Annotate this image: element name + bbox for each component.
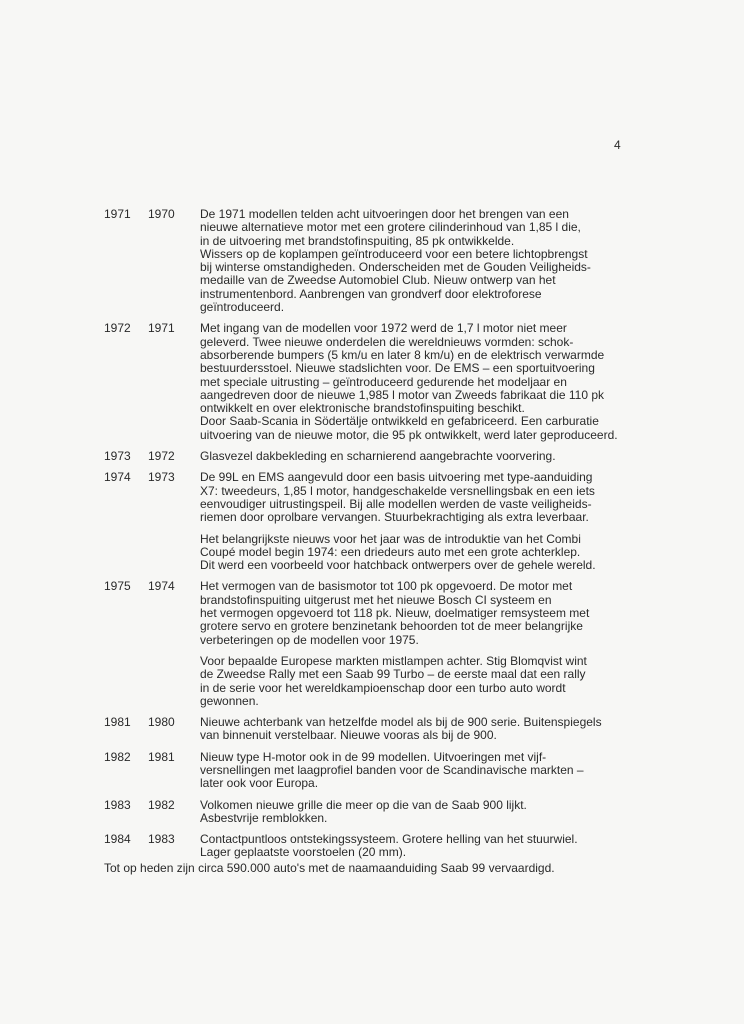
model-year: 1972 [104, 321, 131, 336]
entry-text [200, 799, 644, 826]
entry-paragraph: Het vermogen van de basismotor tot 100 pk opgevoerd. De motor met brandstofinspuiting uitgerust met het nieuwe Bosch CI systeem en het vermogen opgevoerd tot 118 pk. Nieuw, doelmatiger remsysteem met grotere servo en grotere benzinetank behoorden tot de meer belangrijke verbeteringen op de modellen voor 1975. [200, 579, 590, 647]
model-year: 1982 [104, 749, 131, 764]
page-number: 4 [614, 138, 621, 152]
entry-text [200, 450, 644, 463]
introduction-year: 1970 [148, 207, 175, 221]
closing-statement: Tot op heden zijn circa 590.000 auto's met de naamaanduiding Saab 99 vervaardigd. [104, 860, 555, 875]
timeline-entry [104, 833, 644, 860]
timeline-entry [104, 716, 644, 743]
entry-paragraph: De 1971 modellen telden acht uitvoeringen door het brengen van een nieuwe alternatieve motor met een grotere cilinderinhoud van 1,85 l die, in de uitvoering met brandstofinspuiting, 85 pk ontwikkelde. Wissers op de koplampen geïntroduceerd voor een betere lichtopbrengst bij winterse omstandigheden. Onderscheiden met de Gouden Veiligheids- medaille van de Zweedse Automobiel Club. Nieuw ontwerp van het instrumentenbord. Aanbrengen van grondverf door elektroforese geïntroduceerd. [200, 207, 591, 315]
model-year: 1973 [104, 449, 131, 464]
timeline-entry [104, 471, 644, 572]
entry-paragraph: Contactpuntloos ontstekingssysteem. Grotere helling van het stuurwiel. Lager geplaatste voorstoelen (20 mm). [200, 832, 578, 860]
entry-text [200, 751, 644, 791]
entry-text [200, 208, 644, 314]
entry-text [200, 580, 644, 708]
introduction-year: 1983 [148, 832, 175, 847]
model-year: 1983 [104, 797, 131, 812]
introduction-year: 1981 [148, 749, 175, 764]
entry-paragraph: Nieuwe achterbank van hetzelfde model als bij de 900 serie. Buitenspiegels van binnenuit verstelbaar. Nieuwe vooras als bij de 900. [200, 715, 602, 743]
entry-paragraph: Het belangrijkste nieuws voor het jaar was de introduktie van het Combi Coupé model begin 1974: een driedeurs auto met een grote achterklep. Dit werd een voorbeeld voor hatchback ontwerpers over de gehele wereld. [200, 531, 596, 573]
entry-text [200, 471, 644, 572]
entry-paragraph: Met ingang van de modellen voor 1972 werd de 1,7 l motor niet meer geleverd. Twee nieuwe onderdelen die wereldnieuws vormden: schok- absorberende bumpers (5 km/u en later 8 km/u) en de elektrisch verwarmde bestuurdersstoel. Nieuwe stadslichten voor. De EMS – een sportuitvoering met speciale uitrusting – geïntroduceerd gedurende het modeljaar en aangedreven door de nieuwe 1,985 l motor van Zweeds fabrikaat die 110 pk ontwikkelt en over elektronische brandstofinspuiting beschikt. Door Saab-Scania in Södertälje ontwikkeld en gefabriceerd. Een carburatie uitvoering van de nieuwe motor, die 95 pk ontwikkelt, werd later geproduceerd. [200, 321, 618, 442]
entry-paragraph: Glasvezel dakbekleding en scharnierend aangebrachte voorvering. [200, 449, 556, 464]
entry-paragraph: Volkomen nieuwe grille die meer op die van de Saab 900 lijkt. Asbestvrije remblokken. [200, 797, 527, 825]
timeline-entry [104, 208, 644, 314]
entry-text [200, 322, 644, 442]
model-year: 1975 [104, 579, 131, 594]
entry-paragraph: Voor bepaalde Europese markten mistlampen achter. Stig Blomqvist wint de Zweedse Rally met een Saab 99 Turbo – de eerste maal dat een rally in de serie voor het wereldkampioenschap door een turbo auto wordt gewonnen. [200, 653, 587, 708]
timeline-entry [104, 322, 644, 442]
entry-paragraph: Nieuw type H-motor ook in de 99 modellen. Uitvoeringen met vijf- versnellingen met laagprofiel banden voor de Scandinavische markten – later ook voor Europa. [200, 749, 584, 791]
timeline-entry [104, 450, 644, 463]
entry-text [200, 716, 644, 743]
introduction-year: 1972 [148, 449, 175, 464]
introduction-year: 1980 [148, 715, 175, 730]
introduction-year: 1971 [148, 321, 175, 336]
timeline-entry [104, 580, 644, 708]
entry-text [200, 833, 644, 860]
model-year: 1971 [104, 207, 131, 221]
entry-paragraph: De 99L en EMS aangevuld door een basis uitvoering met type-aanduiding X7: tweedeurs, 1,85 l motor, handgeschakelde versnellingsbak en een iets eenvoudiger uitrustingspeil. Bij alle modellen werden de vaste veiligheids- riemen door oprolbare vervangen. Stuurbekrachtiging als extra leverbaar. [200, 470, 595, 525]
introduction-year: 1982 [148, 797, 175, 812]
timeline-entry [104, 751, 644, 791]
model-year: 1974 [104, 470, 131, 485]
model-year: 1984 [104, 832, 131, 847]
timeline-entry [104, 799, 644, 826]
introduction-year: 1973 [148, 470, 175, 485]
model-year: 1981 [104, 715, 131, 730]
introduction-year: 1974 [148, 579, 175, 594]
timeline-list [104, 208, 644, 875]
